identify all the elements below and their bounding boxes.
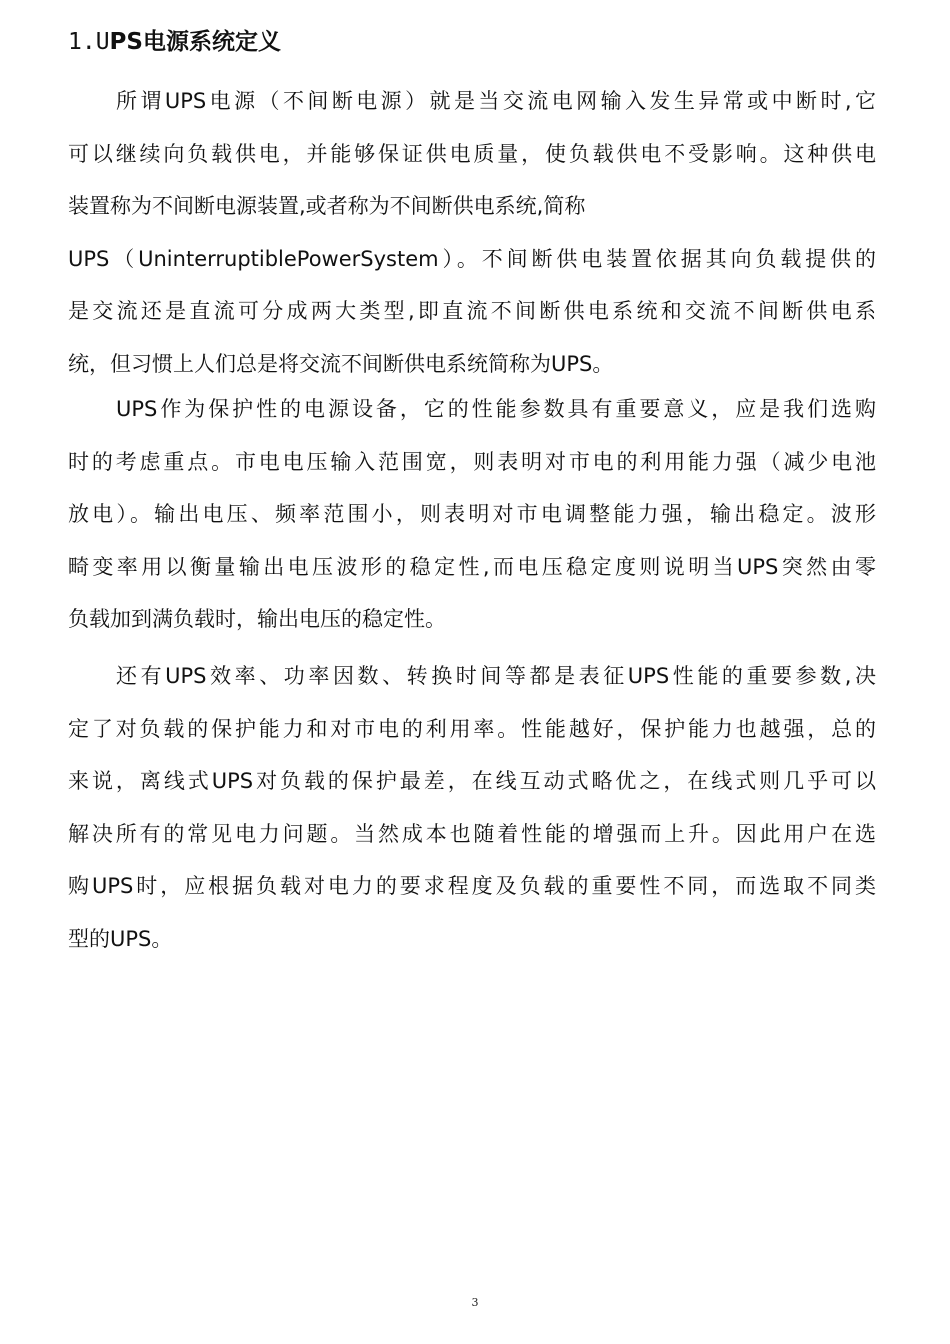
- paragraph-line: 还有UPS效率、功率因数、转换时间等都是表征UPS性能的重要参数,决: [116, 664, 876, 688]
- paragraph-line: 型的UPS。: [68, 926, 173, 951]
- paragraph-line: 时的考虑重点。市电电压输入范围宽，则表明对市电的利用能力强（减少电池: [68, 449, 876, 474]
- paragraph-line: 装置称为不间断电源装置,或者称为不间断供电系统,简称: [68, 194, 586, 218]
- paragraph-ups-definition: [68, 75, 876, 390]
- paragraph-line: 统，但习惯上人们总是将交流不间断供电系统简称为UPS。: [68, 351, 614, 376]
- paragraph-line: 可以继续向负载供电，并能够保证供电质量，使负载供电不受影响。这种供电: [68, 141, 876, 166]
- paragraph-line: 定了对负载的保护能力和对市电的利用率。性能越好，保护能力也越强，总的: [68, 716, 876, 741]
- paragraph-line: 放电）。输出电压、频率范围小，则表明对市电调整能力强，输出稳定。波形: [68, 502, 876, 526]
- paragraph-line: 解决所有的常见电力问题。当然成本也随着性能的增强而上升。因此用户在选: [68, 821, 876, 846]
- paragraph-line: UPS（UninterruptiblePowerSystem）。不间断供电装置依据其向负载提供的: [68, 246, 876, 271]
- paragraph-performance-parameters: [68, 383, 876, 646]
- section-number: 1.U: [68, 29, 110, 55]
- paragraph-line: 所谓UPS电源（不间断电源）就是当交流电网输入发生异常或中断时,它: [116, 89, 876, 113]
- paragraph-line: UPS作为保护性的电源设备，它的性能参数具有重要意义，应是我们选购: [116, 397, 876, 421]
- section-heading: [68, 22, 281, 62]
- paragraph-line: 畸变率用以衡量输出电压波形的稳定性,而电压稳定度则说明当UPS突然由零: [68, 554, 876, 579]
- section-title: PS电源系统定义: [109, 29, 281, 55]
- paragraph-line: 购UPS时，应根据负载对电力的要求程度及负载的重要性不同，而选取不同类: [68, 874, 876, 898]
- paragraph-line: 是交流还是直流可分成两大类型,即直流不间断供电系统和交流不间断供电系: [68, 299, 876, 323]
- paragraph-efficiency-and-selection: [68, 650, 876, 965]
- page-number: 3: [471, 1296, 479, 1309]
- paragraph-line: 来说，离线式UPS对负载的保护最差，在线互动式略优之，在线式则几乎可以: [68, 769, 876, 793]
- paragraph-line: 负载加到满负载时，输出电压的稳定性。: [68, 607, 446, 631]
